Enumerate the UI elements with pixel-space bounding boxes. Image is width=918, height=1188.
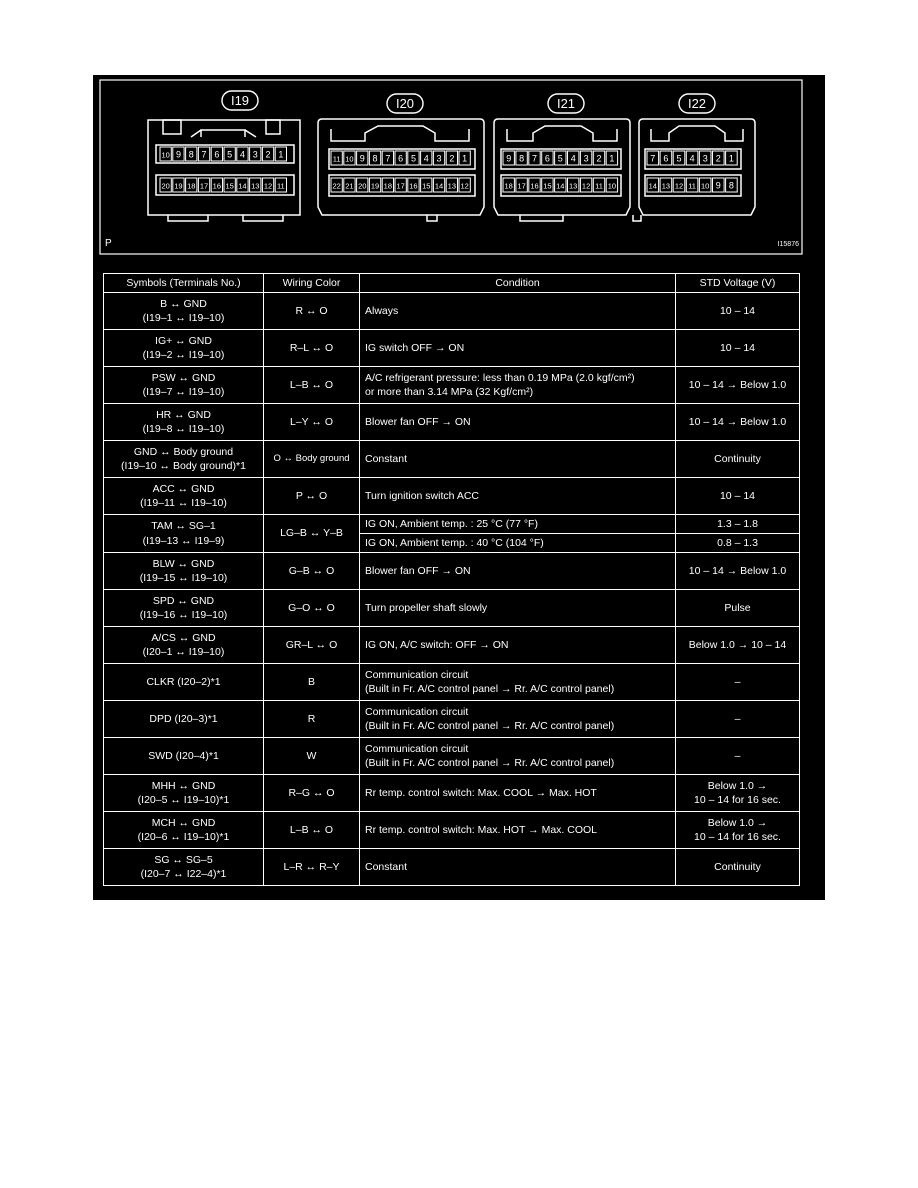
symbol-cell-text: B ↔ GND	[160, 297, 207, 310]
std-voltage-cell	[676, 701, 800, 738]
pin-number: 16	[409, 181, 418, 191]
wiring-color-cell	[264, 701, 360, 738]
condition-cell	[360, 627, 676, 664]
condition-cell-text: A/C refrigerant pressure: less than 0.19 MPa (2.0 kgf/cm²)	[365, 371, 635, 384]
symbol-cell-text: MHH ↔ GND	[151, 779, 216, 792]
pin-number: 11	[332, 154, 341, 164]
table-row	[104, 849, 800, 886]
condition-cell-text: Constant	[365, 860, 408, 873]
wiring-color-cell	[264, 553, 360, 590]
std-voltage-cell-text: –	[734, 749, 741, 762]
std-voltage-cell	[676, 627, 800, 664]
std-voltage-cell	[676, 478, 800, 515]
pin-number: 4	[239, 149, 245, 160]
terminal-spec-table	[103, 273, 800, 886]
condition-cell	[360, 553, 676, 590]
std-voltage-cell	[676, 515, 800, 534]
connector-diagram	[93, 75, 825, 265]
pin-number: 7	[385, 153, 391, 164]
condition-cell-text: (Built in Fr. A/C control panel → Rr. A/C control panel)	[365, 720, 615, 732]
pin-number: 2	[449, 153, 455, 164]
pin-number: 2	[265, 149, 271, 160]
symbol-cell-text: PSW ↔ GND	[151, 371, 216, 384]
pin-number: 7	[201, 149, 207, 160]
wiring-color-cell	[264, 664, 360, 701]
connector-label-i22	[679, 94, 715, 113]
table-row	[104, 478, 800, 515]
std-voltage-cell-text: –	[734, 675, 741, 688]
symbol-cell-text: (I20–5 ↔ I19–10)*1	[137, 794, 230, 806]
connector-label-i19	[222, 91, 258, 110]
pin-number: 3	[702, 153, 708, 164]
std-voltage-cell-text: 1.3 – 1.8	[717, 517, 758, 530]
pin-number: 3	[436, 153, 442, 164]
std-voltage-cell-text: 0.8 – 1.3	[717, 536, 758, 549]
pin-number: 14	[238, 181, 247, 191]
std-voltage-cell-text: Pulse	[724, 601, 751, 614]
wiring-color-cell	[264, 293, 360, 330]
pin-number: 4	[689, 153, 695, 164]
condition-cell	[360, 701, 676, 738]
symbol-cell	[104, 627, 264, 664]
symbol-cell	[104, 849, 264, 886]
symbol-cell	[104, 812, 264, 849]
pin-number: 5	[557, 153, 563, 164]
condition-cell	[360, 293, 676, 330]
pin-number: 6	[663, 153, 669, 164]
std-voltage-cell-text: 10 – 14 for 16 sec.	[694, 794, 781, 806]
condition-cell-text: Communication circuit	[365, 668, 469, 681]
symbol-cell-text: IG+ ↔ GND	[155, 334, 212, 347]
condition-cell-text: or more than 3.14 MPa (32 Kgf/cm²)	[365, 386, 534, 398]
std-voltage-cell	[676, 553, 800, 590]
symbol-cell-text: (I19–15 ↔ I19–10)	[139, 572, 228, 584]
wiring-color-cell-text: R–G ↔ O	[288, 786, 335, 799]
condition-cell-text: IG ON, Ambient temp. : 40 °C (104 °F)	[365, 536, 544, 549]
connector-label-i21	[548, 94, 584, 113]
symbol-cell-text: MCH ↔ GND	[151, 816, 216, 829]
symbol-cell	[104, 553, 264, 590]
pin-number: 13	[569, 181, 578, 191]
symbol-cell-text: (I19–16 ↔ I19–10)	[139, 609, 228, 621]
std-voltage-cell-text: 10 – 14 → Below 1.0	[688, 415, 787, 428]
std-voltage-cell	[676, 738, 800, 775]
wiring-color-cell	[264, 775, 360, 812]
condition-cell	[360, 478, 676, 515]
symbol-cell-text: (I19–1 ↔ I19–10)	[142, 312, 225, 324]
pin-number: 10	[607, 181, 617, 191]
header-condition: Condition	[360, 274, 676, 293]
svg-text:I20: I20	[395, 96, 415, 111]
pin-number: 1	[278, 149, 284, 160]
std-voltage-cell-text: 10 – 14	[719, 341, 756, 354]
std-voltage-cell	[676, 534, 800, 553]
header-std-voltage: STD Voltage (V)	[676, 274, 800, 293]
svg-text:I22: I22	[687, 96, 707, 111]
symbol-cell-text: (I19–8 ↔ I19–10)	[142, 423, 225, 435]
pin-number: 13	[251, 181, 260, 191]
wiring-color-cell	[264, 330, 360, 367]
figure-id: I15876	[777, 241, 799, 248]
condition-cell-text: Blower fan OFF → ON	[365, 564, 471, 577]
wiring-color-cell	[264, 478, 360, 515]
symbol-cell-text: (I19–10 ↔ Body ground)*1	[121, 460, 246, 472]
symbol-cell	[104, 330, 264, 367]
symbol-cell-text: (I19–11 ↔ I19–10)	[140, 497, 227, 509]
wiring-color-cell-text: R–L ↔ O	[289, 341, 334, 354]
symbol-cell	[104, 478, 264, 515]
pin-number: 10	[345, 154, 354, 164]
wiring-color-cell	[264, 367, 360, 404]
wiring-color-cell-text: W	[306, 749, 317, 762]
pin-number: 15	[543, 181, 552, 191]
wiring-color-cell-text: G–O ↔ O	[288, 601, 335, 614]
pin-number: 9	[715, 180, 721, 191]
pin-number: 6	[214, 149, 220, 160]
condition-cell-text: (Built in Fr. A/C control panel → Rr. A/C control panel)	[365, 757, 615, 769]
std-voltage-cell-text: Below 1.0 →	[707, 816, 768, 829]
wiring-color-cell	[264, 441, 360, 478]
symbol-cell	[104, 367, 264, 404]
condition-cell-text: Rr temp. control switch: Max. HOT → Max. COOL	[365, 823, 598, 836]
wiring-color-cell-text: R ↔ O	[295, 304, 328, 317]
pin-number: 10	[701, 181, 710, 191]
condition-cell	[360, 404, 676, 441]
symbol-cell	[104, 515, 264, 553]
condition-cell-text: Turn propeller shaft slowly	[365, 601, 488, 614]
pin-number: 1	[728, 153, 734, 164]
std-voltage-cell	[676, 849, 800, 886]
pin-number: 20	[161, 181, 170, 191]
pin-number: 3	[252, 149, 258, 160]
pin-number: 5	[676, 153, 682, 164]
condition-cell-text: Communication circuit	[365, 705, 469, 718]
pin-number: 17	[517, 181, 526, 191]
symbol-cell	[104, 404, 264, 441]
condition-cell	[360, 738, 676, 775]
symbol-cell-text: (I20–6 ↔ I19–10)*1	[137, 831, 230, 843]
table-row	[104, 293, 800, 330]
symbol-cell	[104, 738, 264, 775]
pin-number: 7	[531, 153, 538, 164]
condition-cell	[360, 664, 676, 701]
table-row	[104, 738, 800, 775]
connector-body-i19	[148, 120, 300, 221]
condition-cell-text: Constant	[365, 452, 408, 465]
pin-number: 4	[570, 153, 576, 164]
symbol-cell-text: SWD (I20–4)*1	[148, 749, 219, 762]
wiring-color-cell-text: R	[307, 712, 316, 725]
pin-number: 8	[728, 180, 734, 191]
wiring-color-cell-text: L–B ↔ O	[289, 823, 334, 836]
wiring-color-cell-text: L–Y ↔ O	[290, 415, 333, 428]
document-sheet	[93, 75, 825, 900]
svg-text:I21: I21	[556, 96, 576, 111]
symbol-cell-text: BLW ↔ GND	[152, 557, 215, 570]
pin-number: 3	[583, 153, 589, 164]
pin-number: 19	[174, 181, 183, 191]
pin-number: 18	[383, 181, 393, 191]
condition-cell	[360, 849, 676, 886]
pin-number: 5	[227, 149, 233, 160]
table-row	[104, 330, 800, 367]
pin-number: 11	[688, 181, 696, 191]
symbol-cell-text: (I19–2 ↔ I19–10)	[142, 349, 225, 361]
wiring-color-cell-text: G–B ↔ O	[288, 564, 335, 577]
symbol-cell	[104, 441, 264, 478]
pin-number: 13	[447, 181, 457, 191]
condition-cell-text: IG ON, Ambient temp. : 25 °C (77 °F)	[365, 517, 538, 530]
std-voltage-cell-text: Below 1.0 → 10 – 14	[688, 638, 787, 651]
pin-number: 9	[506, 153, 512, 164]
pin-number: 2	[715, 153, 721, 164]
table-row	[104, 627, 800, 664]
wiring-color-cell	[264, 738, 360, 775]
symbol-cell-text: (I20–1 ↔ I19–10)	[142, 646, 225, 658]
condition-cell-text: Turn ignition switch ACC	[365, 489, 479, 502]
table-row	[104, 701, 800, 738]
std-voltage-cell	[676, 775, 800, 812]
wiring-color-cell-text: L–B ↔ O	[289, 378, 334, 391]
condition-cell	[360, 515, 676, 534]
pin-number: 12	[460, 181, 469, 191]
pin-number: 6	[544, 153, 550, 164]
symbol-cell	[104, 590, 264, 627]
condition-cell	[360, 812, 676, 849]
table-row	[104, 664, 800, 701]
table-row	[104, 775, 800, 812]
std-voltage-cell-text: 10 – 14 for 16 sec.	[694, 831, 781, 843]
condition-cell-text: Blower fan OFF → ON	[365, 415, 471, 428]
wiring-color-cell-text: O ↔ Body ground	[273, 452, 350, 464]
pin-number: 18	[187, 181, 196, 191]
wiring-color-cell	[264, 404, 360, 441]
std-voltage-cell-text: 10 – 14	[719, 304, 756, 317]
connector-body-i21	[494, 119, 630, 221]
symbol-cell-text: CLKR (I20–2)*1	[146, 675, 221, 688]
pin-number: 14	[434, 181, 444, 191]
pin-number: 22	[332, 181, 341, 191]
pin-number: 13	[661, 181, 671, 191]
header-symbols: Symbols (Terminals No.)	[104, 274, 264, 293]
pin-number: 16	[212, 181, 222, 191]
pin-number: 12	[674, 181, 684, 191]
pin-number: 1	[462, 153, 468, 164]
condition-cell-text: IG ON, A/C switch: OFF → ON	[365, 638, 509, 651]
std-voltage-cell	[676, 404, 800, 441]
pin-number: 7	[650, 153, 656, 164]
table-header-row	[104, 274, 800, 293]
condition-cell-text: Always	[365, 304, 399, 317]
wiring-color-cell-text: GR–L ↔ O	[285, 638, 338, 651]
std-voltage-cell-text: 10 – 14 → Below 1.0	[688, 378, 787, 391]
symbol-cell-text: A/CS ↔ GND	[151, 631, 216, 644]
pin-number: 9	[175, 149, 181, 160]
std-voltage-cell	[676, 590, 800, 627]
pin-number: 12	[581, 181, 591, 191]
pin-number: 8	[372, 153, 378, 164]
wiring-color-cell	[264, 812, 360, 849]
std-voltage-cell-text: Below 1.0 →	[707, 779, 768, 792]
table-row	[104, 515, 800, 534]
condition-cell-text: Communication circuit	[365, 742, 469, 755]
connector-label-i20	[387, 94, 423, 113]
table-row	[104, 367, 800, 404]
condition-cell	[360, 775, 676, 812]
pin-number: 16	[530, 181, 539, 191]
diagram-corner-label: P	[105, 238, 112, 249]
wiring-color-cell-text: LG–B ↔ Y–B	[280, 527, 343, 540]
pin-number: 8	[519, 153, 525, 164]
pin-number: 12	[263, 181, 273, 191]
std-voltage-cell	[676, 367, 800, 404]
connector-body-i20	[318, 119, 484, 221]
symbol-cell-text: ACC ↔ GND	[152, 482, 215, 495]
std-voltage-cell-text: Continuity	[714, 452, 761, 465]
symbol-cell	[104, 293, 264, 330]
header-wiring-color: Wiring Color	[264, 274, 360, 293]
symbol-cell-text: DPD (I20–3)*1	[149, 712, 218, 725]
std-voltage-cell	[676, 664, 800, 701]
pin-number: 15	[225, 181, 234, 191]
pin-number: 19	[370, 181, 380, 191]
symbol-cell-text: GND ↔ Body ground	[133, 445, 234, 458]
table-row	[104, 590, 800, 627]
std-voltage-cell-text: –	[734, 712, 741, 725]
condition-cell	[360, 441, 676, 478]
wiring-color-cell	[264, 515, 360, 553]
wiring-color-cell	[264, 590, 360, 627]
symbol-cell-text: (I20–7 ↔ I22–4)*1	[140, 868, 227, 880]
pin-number: 15	[422, 181, 431, 191]
condition-cell-text: Rr temp. control switch: Max. COOL → Max. HOT	[365, 786, 597, 799]
pin-number: 17	[199, 181, 209, 191]
symbol-cell	[104, 664, 264, 701]
std-voltage-cell	[676, 441, 800, 478]
pin-number: 5	[410, 153, 416, 164]
wiring-color-cell	[264, 849, 360, 886]
table-row	[104, 812, 800, 849]
pin-number: 17	[396, 181, 405, 191]
std-voltage-cell	[676, 330, 800, 367]
pin-number: 11	[276, 181, 285, 191]
wiring-color-cell-text: B	[307, 675, 315, 688]
pin-number: 4	[423, 153, 429, 164]
pin-number: 9	[359, 153, 365, 164]
wiring-color-cell-text: L–R ↔ R–Y	[283, 860, 340, 873]
condition-cell-text: IG switch OFF → ON	[365, 341, 465, 354]
pin-number: 1	[609, 153, 615, 164]
symbol-cell-text: (I19–7 ↔ I19–10)	[142, 386, 225, 398]
symbol-cell	[104, 701, 264, 738]
std-voltage-cell	[676, 812, 800, 849]
symbol-cell-text: (I19–13 ↔ I19–9)	[142, 534, 225, 547]
std-voltage-cell-text: 10 – 14 → Below 1.0	[688, 564, 787, 577]
table-row	[104, 553, 800, 590]
pin-number: 11	[595, 181, 603, 191]
std-voltage-cell-text: 10 – 14	[719, 489, 756, 502]
table-row	[104, 404, 800, 441]
symbol-cell-text: SPD ↔ GND	[152, 594, 215, 607]
symbol-cell-text: HR ↔ GND	[156, 408, 211, 421]
std-voltage-cell-text: Continuity	[714, 860, 761, 873]
table-row	[104, 441, 800, 478]
connector-body-i22	[633, 119, 755, 221]
pin-number: 10	[161, 150, 170, 160]
pin-number: 18	[504, 181, 513, 191]
pin-number: 14	[556, 181, 565, 191]
pin-number: 14	[648, 181, 657, 191]
std-voltage-cell	[676, 293, 800, 330]
pin-number: 2	[596, 153, 602, 164]
condition-cell	[360, 590, 676, 627]
symbol-cell-text: SG ↔ SG–5	[154, 853, 213, 866]
pin-number: 8	[188, 149, 194, 160]
wiring-color-cell-text: P ↔ O	[295, 489, 328, 502]
pin-number: 21	[345, 181, 354, 191]
symbol-cell	[104, 775, 264, 812]
condition-cell	[360, 330, 676, 367]
condition-cell-text: (Built in Fr. A/C control panel → Rr. A/C control panel)	[365, 683, 615, 695]
condition-cell	[360, 367, 676, 404]
symbol-cell-text: TAM ↔ SG–1	[151, 520, 216, 533]
condition-cell	[360, 534, 676, 553]
pin-number: 6	[398, 153, 404, 164]
pin-number: 20	[358, 181, 367, 191]
svg-text:I19: I19	[230, 93, 250, 108]
wiring-color-cell	[264, 627, 360, 664]
